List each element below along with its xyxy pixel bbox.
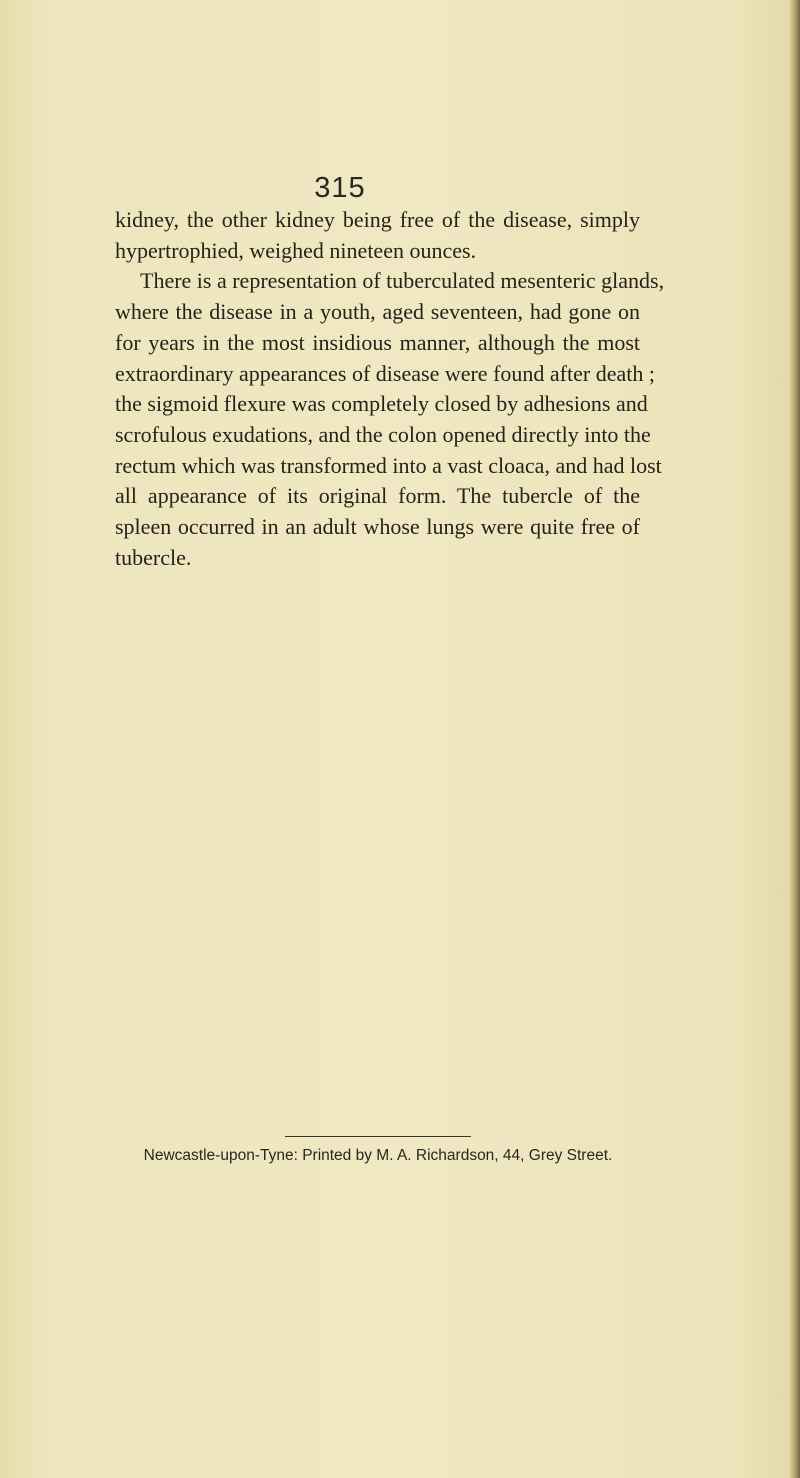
footer-rule — [285, 1136, 471, 1137]
text-line: all appearance of its original form. The tubercle of the — [115, 483, 640, 509]
text-line: where the disease in a youth, aged seventeen, had gone on — [115, 299, 640, 325]
text-line: tubercle. — [115, 544, 192, 570]
text-line: the sigmoid flexure was completely closed by adhesions and — [115, 391, 648, 417]
body-paragraphs — [115, 205, 665, 573]
text-line: hypertrophied, weighed nineteen ounces. — [115, 237, 477, 263]
printer-imprint: Newcastle-upon-Tyne: Printed by M. A. Richardson, 44, Grey Street. — [143, 1147, 613, 1164]
text-line: rectum which was transformed into a vast cloaca, and had lost — [115, 452, 662, 478]
text-line: spleen occurred in an adult whose lungs were quite free of — [115, 514, 640, 540]
page-number: 315 — [314, 172, 366, 204]
text-line: kidney, the other kidney being free of the disease, simply — [115, 207, 640, 232]
text-line: There is a representation of tuberculated mesenteric glands, — [140, 268, 665, 294]
text-line: scrofulous exudations, and the colon opened directly into the — [115, 421, 651, 447]
page-edge — [790, 0, 800, 1478]
text-line: extraordinary appearances of disease were found after death ; — [115, 360, 655, 386]
text-line: for years in the most insidious manner, although the most — [115, 329, 640, 355]
